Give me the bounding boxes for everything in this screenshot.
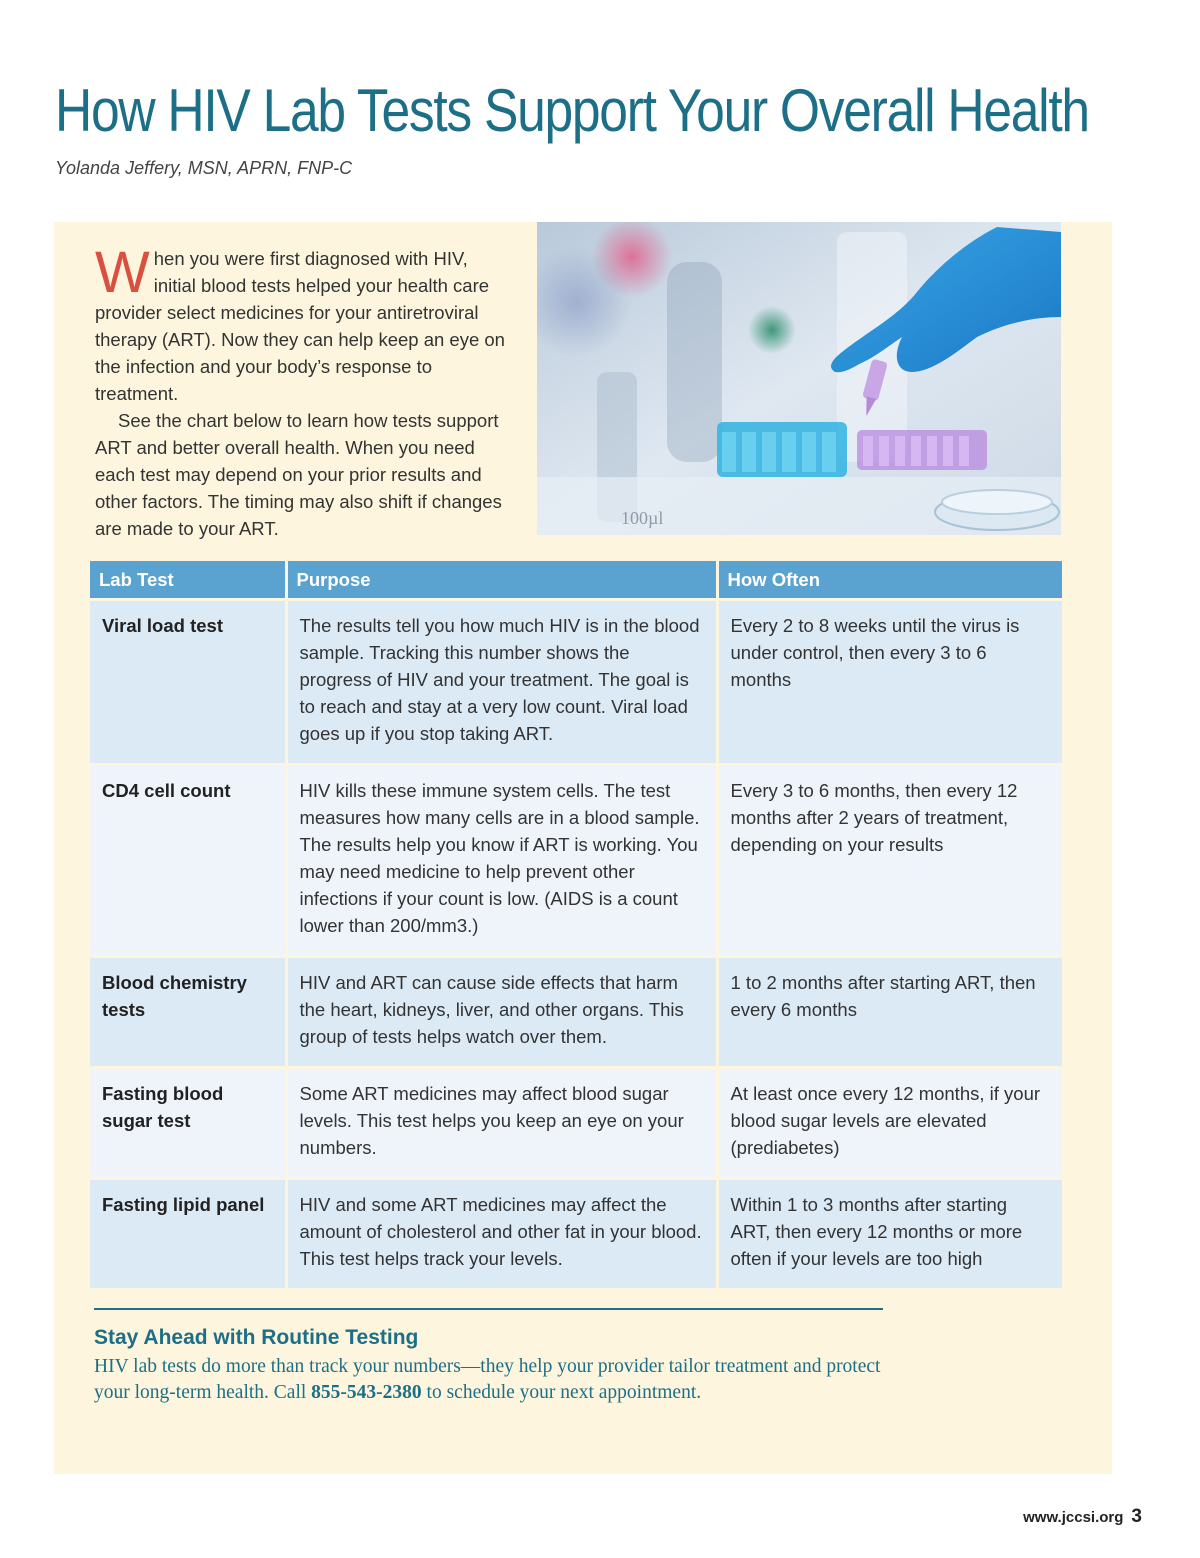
lab-test-purpose: The results tell you how much HIV is in the blood sample. Tracking this number shows the progress of HIV and your treatment. The goal is to reach and stay at a very low count. Viral load goes up if you stop taking ART. (286, 600, 717, 765)
header-purpose: Purpose (286, 561, 717, 600)
lab-tests-table (90, 561, 1062, 1288)
website-link[interactable]: www.jccsi.org (1023, 1509, 1124, 1526)
table-row (90, 957, 1062, 1068)
pipette-label: 100µl (621, 508, 664, 528)
cta-text-before: HIV lab tests do more than track your numbers—they help your provider tailor treatment and protect your long-term health. Call (94, 1356, 881, 1403)
lab-photo (537, 222, 1061, 535)
page-number: 3 (1131, 1506, 1142, 1527)
lab-test-frequency: At least once every 12 months, if your blood sugar levels are elevated (prediabetes) (717, 1068, 1062, 1179)
table-row (90, 1179, 1062, 1289)
page-footer (1023, 1506, 1142, 1528)
lab-test-purpose: HIV kills these immune system cells. The test measures how many cells are in a blood sample. The results help you know if ART is working. You may need medicine to help prevent other infections if your count is low. (AIDS is a count lower than 200/mm3.) (286, 765, 717, 957)
lab-photo-illustration (537, 222, 1061, 535)
lab-test-name: CD4 cell count (90, 765, 286, 957)
author-byline: Yolanda Jeffery, MSN, APRN, FNP-C (55, 158, 353, 178)
lab-test-frequency: 1 to 2 months after starting ART, then every 6 months (717, 957, 1062, 1068)
table-header-row (90, 561, 1062, 600)
lab-test-purpose: HIV and some ART medicines may affect the amount of cholesterol and other fat in your blood. This test helps track your levels. (286, 1179, 717, 1289)
table-row (90, 600, 1062, 765)
section-divider (94, 1308, 883, 1310)
lab-test-purpose: Some ART medicines may affect blood sugar levels. This test helps you keep an eye on your numbers. (286, 1068, 717, 1179)
intro-text (95, 240, 515, 542)
lab-test-frequency: Within 1 to 3 months after starting ART, then every 12 months or more often if your levels are too high (717, 1179, 1062, 1289)
cta-text-after: to schedule your next appointment. (421, 1382, 702, 1403)
cta-heading: Stay Ahead with Routine Testing (94, 1326, 419, 1349)
table-row (90, 765, 1062, 957)
lab-test-name: Blood chemistry tests (90, 957, 286, 1068)
petri-dish (935, 490, 1059, 530)
intro-paragraph-1: hen you were first diagnosed with HIV, initial blood tests helped your health care provider select medicines for your antiretroviral therapy (ART). Now they can help keep an eye on the infection and your body’s response to treatment. (95, 248, 505, 404)
purple-tube-rack (857, 430, 987, 470)
header-how-often: How Often (717, 561, 1062, 600)
header-lab-test: Lab Test (90, 561, 286, 600)
intro-paragraph-2: See the chart below to learn how tests support ART and better overall health. When you need each test may depend on your prior results and other factors. The timing may also shift if changes are made to your ART. (95, 410, 502, 539)
lab-test-frequency: Every 3 to 6 months, then every 12 months after 2 years of treatment, depending on your results (717, 765, 1062, 957)
lab-test-name: Viral load test (90, 600, 286, 765)
lab-test-name: Fasting blood sugar test (90, 1068, 286, 1179)
lab-test-frequency: Every 2 to 8 weeks until the virus is under control, then every 3 to 6 months (717, 600, 1062, 765)
blue-tube-rack (717, 422, 847, 477)
table-row (90, 1068, 1062, 1179)
phone-number[interactable]: 855-543-2380 (311, 1382, 422, 1403)
drop-cap: W (95, 240, 150, 305)
lab-test-name: Fasting lipid panel (90, 1179, 286, 1289)
lab-test-purpose: HIV and ART can cause side effects that harm the heart, kidneys, liver, and other organs. This group of tests helps watch over them. (286, 957, 717, 1068)
article-title: How HIV Lab Tests Support Your Overall Health (55, 77, 1089, 144)
cta-body (94, 1354, 894, 1406)
